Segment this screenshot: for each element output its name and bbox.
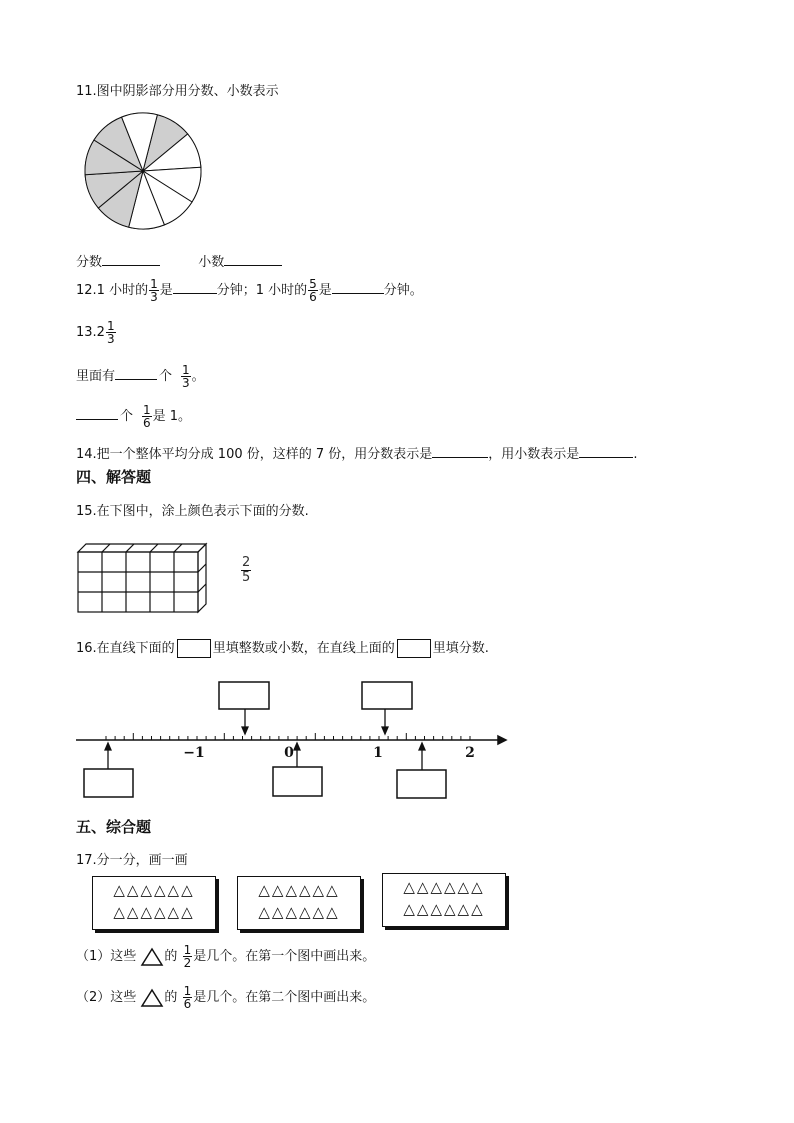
triangle-box-2[interactable] [237, 876, 361, 930]
number-line-figure [70, 675, 510, 805]
triangle-row: △△△△△△ [113, 881, 195, 899]
down-arrow-icon [242, 727, 248, 734]
q14-line [76, 443, 637, 462]
q13-text-end2: 是 1。 [152, 409, 192, 424]
section-5-heading: 五、综合题 [76, 818, 152, 836]
q17-sub2 [76, 985, 375, 1010]
triangle-row: △△△△△△ [403, 900, 485, 918]
decimal-label: 小数 [198, 255, 225, 270]
q13-text-a: 里面有 [76, 369, 116, 384]
shaded-circle-figure [82, 110, 204, 232]
down-arrow-icon [382, 727, 388, 734]
answer-box-above-2[interactable] [362, 682, 412, 709]
q11-answer-line [76, 251, 282, 270]
up-arrow-icon [105, 743, 111, 750]
q12-blank-1[interactable] [173, 281, 217, 294]
triangle-icon [140, 988, 164, 1008]
q14-text-1: 14.把一个整体平均分成 100 份，这样的 7 份，用分数表示是 [76, 447, 433, 462]
q12-text-3: 分钟；1 小时的 [216, 283, 308, 298]
q11-title: 11.图中阴影部分用分数、小数表示 [76, 84, 279, 99]
up-arrow-icon [294, 743, 300, 750]
inline-box-below [177, 639, 211, 658]
q17-title: 17.分一分，画一画 [76, 853, 188, 868]
tick-label-0: 0 [284, 745, 294, 761]
q13-text-c: 个 [120, 409, 134, 424]
q17-sub1-a: （1）这些 [76, 949, 137, 964]
q17-sub2-a: （2）这些 [76, 990, 137, 1005]
q13-title [76, 320, 117, 345]
q16-title [76, 637, 489, 658]
fraction-1-6: $\frac{1}{6}$ [143, 403, 151, 430]
tick-label-2: 2 [465, 745, 475, 761]
q12-text-4: 是 [318, 283, 332, 298]
q13-line-1 [76, 364, 205, 389]
q13-blank-1[interactable] [115, 367, 157, 380]
fraction-1-3b: $\frac{1}{3}$ [182, 363, 190, 390]
tick-label-neg1: −1 [183, 745, 205, 761]
cuboid-grid-figure [76, 540, 212, 620]
q12-text-5: 分钟。 [383, 283, 423, 298]
q12-text-1: 12.1 小时的 [76, 283, 149, 298]
answer-box-below-1[interactable] [84, 769, 133, 797]
q12-line [76, 278, 423, 303]
q17-sub1-b: 的 [164, 949, 178, 964]
triangle-box-1[interactable] [92, 876, 216, 930]
q14-blank-2[interactable] [579, 445, 633, 458]
q16-text-1: 16.在直线下面的 [76, 641, 175, 656]
q17-sub2-b: 的 [164, 990, 178, 1005]
triangle-box-3[interactable] [382, 873, 506, 927]
q13-text-end: 。 [191, 369, 205, 384]
q14-blank-1[interactable] [432, 445, 488, 458]
fraction-blank[interactable] [102, 253, 160, 266]
mixed-fraction: $\frac{1}{3}$ [106, 319, 115, 346]
q14-text-2: ，用小数表示是 [488, 447, 580, 462]
q17-sub1 [76, 944, 375, 969]
triangle-icon [140, 947, 164, 967]
fraction-2-5: $\frac{2}{5}$ [242, 555, 251, 585]
q15-title: 15.在下图中，涂上颜色表示下面的分数. [76, 504, 309, 519]
answer-box-below-3[interactable] [397, 770, 446, 798]
q17-sub1-c: 是几个。在第一个图中画出来。 [193, 949, 376, 964]
decimal-blank[interactable] [224, 253, 282, 266]
q13-text-b: 个 [159, 369, 173, 384]
fraction-1-2: $\frac{1}{2}$ [183, 943, 192, 970]
q12-blank-2[interactable] [332, 281, 384, 294]
tick-label-1: 1 [373, 745, 383, 761]
fraction-label: 分数 [76, 255, 103, 270]
triangle-row: △△△△△△ [258, 881, 340, 899]
q13-blank-2[interactable] [76, 407, 118, 420]
answer-box-below-2[interactable] [273, 767, 322, 796]
triangle-row: △△△△△△ [113, 903, 195, 921]
q13-line-2 [76, 404, 191, 429]
section-4-heading: 四、解答题 [76, 468, 152, 486]
inline-box-above [397, 639, 431, 658]
q16-text-2: 里填整数或小数，在直线上面的 [212, 641, 395, 656]
answer-box-above-1[interactable] [219, 682, 269, 709]
q13-prefix: 13.2 [76, 325, 105, 340]
fraction-5-6: $\frac{5}{6}$ [309, 277, 317, 304]
q17-sub2-c: 是几个。在第二个图中画出来。 [193, 990, 376, 1005]
fraction-1-6b: $\frac{1}{6}$ [183, 984, 192, 1011]
up-arrow-icon [419, 743, 425, 750]
triangle-row: △△△△△△ [403, 878, 485, 896]
triangle-row: △△△△△△ [258, 903, 340, 921]
q12-text-2: 是 [159, 283, 173, 298]
fraction-1-3: $\frac{1}{3}$ [150, 277, 158, 304]
q14-text-end: . [633, 447, 638, 462]
q16-text-3: 里填分数. [432, 641, 489, 656]
